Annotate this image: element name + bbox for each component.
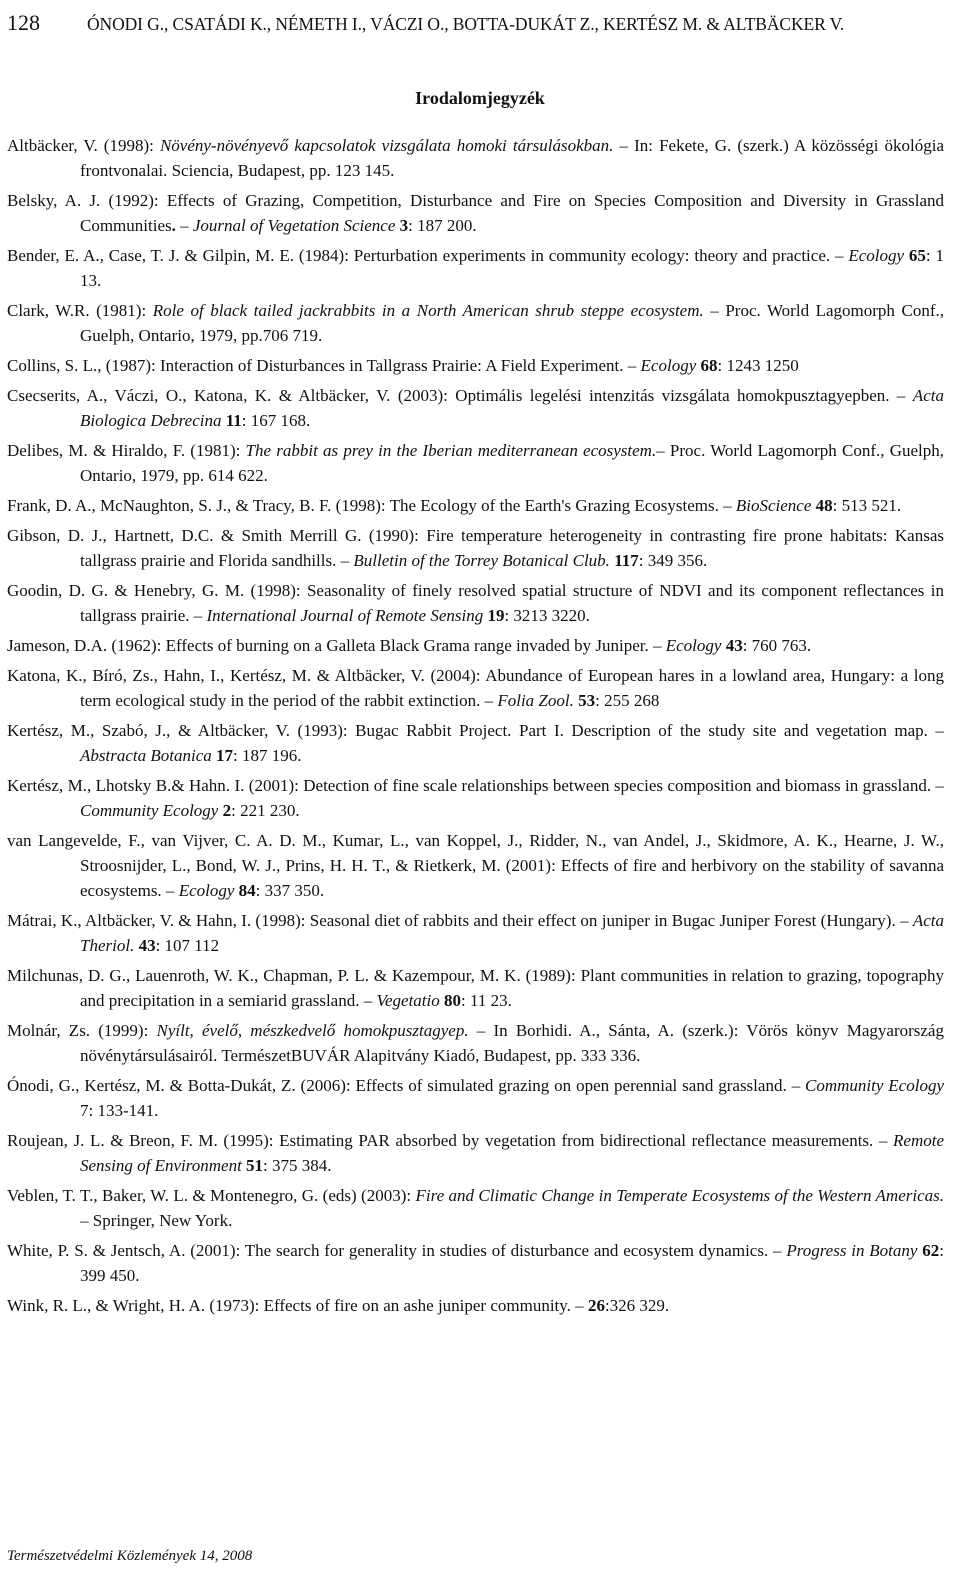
reference-italic-text: Bulletin of the Torrey Botanical Club.: [353, 551, 610, 570]
reference-volume: 43: [725, 636, 743, 655]
reference-text: – Springer, New York.: [80, 1211, 233, 1230]
reference-volume: 65: [908, 246, 926, 265]
reference-volume: 11: [225, 411, 242, 430]
reference-text: : 399 450.: [80, 1241, 944, 1285]
reference-volume: 26: [587, 1296, 605, 1315]
reference-text: : 3213 3220.: [504, 606, 590, 625]
reference-italic-text: Remote Sensing of Environment: [80, 1131, 944, 1175]
reference-italic-text: BioScience: [735, 496, 812, 515]
reference-volume: 43: [138, 936, 156, 955]
reference-volume: 2: [222, 801, 232, 820]
reference-entry: [7, 493, 944, 518]
reference-italic-text: Community Ecology: [805, 1076, 944, 1095]
reference-text: : 187 196.: [232, 746, 302, 765]
reference-text: Molnár, Zs. (1999):: [7, 1021, 157, 1040]
reference-entry: [7, 438, 944, 488]
footer-journal: Természetvédelmi Közlemények 14, 2008: [7, 1548, 253, 1564]
reference-entry: [7, 353, 944, 378]
reference-text: : 187 200.: [408, 216, 477, 235]
reference-text: Veblen, T. T., Baker, W. L. & Montenegro, G. (eds) (2003):: [7, 1186, 416, 1205]
reference-entry: [7, 523, 944, 573]
reference-text: Goodin, D. G. & Henebry, G. M. (1998): Seasonality of finely resolved spatial structure of NDVI and its component reflectances in tallgrass prairie. –: [7, 581, 944, 625]
reference-entry: [7, 383, 944, 433]
reference-italic-text: Journal of Vegetation Science: [192, 216, 396, 235]
reference-text: : 221 230.: [231, 801, 300, 820]
reference-entry: [7, 578, 944, 628]
reference-text: White, P. S. & Jentsch, A. (2001): The search for generality in studies of disturbance and ecosystem dynamics. –: [7, 1241, 787, 1260]
reference-entry: [7, 908, 944, 958]
reference-text: Csecserits, A., Váczi, O., Katona, K. & Altbäcker, V. (2003): Optimális legelési intenzitás vizsgálata homokpusztagyepben. –: [7, 386, 913, 405]
page-number: 128: [7, 10, 40, 35]
reference-italic-text: Progress in Botany: [786, 1241, 918, 1260]
reference-text: van Langevelde, F., van Vijver, C. A. D. M., Kumar, L., van Koppel, J., Ridder, N., van Andel, J., Skidmore, A. K., Hearne, J. W., Stroosnijder, L., Bond, W. J., Prins, H. H. T., & Rietkerk, M. (2001): Effects of fire and herbivory on the stability of savanna ecosystems. –: [7, 831, 944, 900]
reference-text: Collins, S. L., (1987): Interaction of Disturbances in Tallgrass Prairie: A Field Experiment. –: [7, 356, 641, 375]
reference-italic-text: Nyílt, évelő, mészkedvelő homokpusztagyep.: [156, 1021, 469, 1040]
reference-entry: [7, 243, 944, 293]
reference-volume: 80: [444, 991, 461, 1010]
reference-italic-text: Növény-növényevő kapcsolatok vizsgálata homoki társulásokban.: [159, 136, 614, 155]
section-title: Irodalomjegyzék: [415, 88, 545, 108]
reference-text: – Proc. World Lagomorph Conf., Guelph, Ontario, 1979, pp. 614 622.: [80, 441, 944, 485]
reference-text: : 349 356.: [638, 551, 708, 570]
reference-text: Katona, K., Bíró, Zs., Hahn, I., Kertész, M. & Altbäcker, V. (2004): Abundance of European hares in a lowland area, Hungary: a long term ecological study in the period of the rabbit extinction. –: [7, 666, 944, 710]
reference-text: Gibson, D. J., Hartnett, D.C. & Smith Merrill G. (1990): Fire temperature heterogeneity in contrasting fire prone habitats: Kansas tallgrass prairie and Florida sandhills. –: [7, 526, 944, 570]
reference-text: : 1243 1250: [717, 356, 799, 375]
reference-italic-text: Community Ecology: [80, 801, 219, 820]
reference-text: Ónodi, G., Kertész, M. & Botta-Dukát, Z. (2006): Effects of simulated grazing on open perennial sand grassland. –: [7, 1076, 805, 1095]
reference-text: : 337 350.: [255, 881, 325, 900]
running-head-authors: ÓNODI G., CSATÁDI K., NÉMETH I., VÁCZI O., BOTTA-DUKÁT Z., KERTÉSZ M. & ALTBÄCKER V.: [87, 14, 845, 34]
reference-text: Frank, D. A., McNaughton, S. J., & Tracy, B. F. (1998): The Ecology of the Earth's Grazing Ecosystems. –: [7, 496, 736, 515]
reference-text: : 167 168.: [241, 411, 311, 430]
reference-text: Belsky, A. J. (1992): Effects of Grazing, Competition, Disturbance and Fire on Species Composition and Diversity in Grassland Communities: [7, 191, 944, 235]
reference-entry: [7, 1183, 944, 1233]
reference-italic-text: Folia Zool.: [497, 691, 574, 710]
reference-text: Jameson, D.A. (1962): Effects of burning on a Galleta Black Grama range invaded by Juniper. –: [7, 636, 666, 655]
reference-entry: [7, 298, 944, 348]
reference-text: : 513 521.: [832, 496, 902, 515]
reference-italic-text: Ecology: [640, 356, 697, 375]
reference-entry: [7, 773, 944, 823]
reference-italic-text: Ecology: [848, 246, 905, 265]
reference-text: –: [175, 216, 193, 235]
reference-italic-text: The rabbit as prey in the Iberian mediterranean ecosystem.: [245, 441, 657, 460]
reference-entry: [7, 663, 944, 713]
reference-volume: 68: [700, 356, 718, 375]
reference-text: Roujean, J. L. & Breon, F. M. (1995): Estimating PAR absorbed by vegetation from bidirectional reflectance measurements. –: [7, 1131, 894, 1150]
reference-volume: 84: [238, 881, 256, 900]
reference-text: Kertész, M., Lhotsky B.& Hahn. I. (2001): Detection of fine scale relationships between species composition and biomass in grassland. –: [7, 776, 944, 795]
reference-volume: 48: [815, 496, 833, 515]
reference-text: – In Borhidi. A., Sánta, A. (szerk.): Vörös könyv Magyarország növénytársulásairól. TermészetBUVÁR Alapitvány Kiadó, Budapest, pp. 333 336.: [80, 1021, 944, 1065]
reference-text: Wink, R. L., & Wright, H. A. (1973): Effects of fire on an ashe juniper community. –: [7, 1296, 588, 1315]
reference-entry: [7, 963, 944, 1013]
reference-entry: [7, 1018, 944, 1068]
reference-text: : 11 23.: [461, 991, 512, 1010]
reference-text: : 255 268: [595, 691, 660, 710]
reference-text: : 107 112: [155, 936, 220, 955]
reference-text: : 760 763.: [742, 636, 812, 655]
reference-italic-text: International Journal of Remote Sensing: [206, 606, 484, 625]
reference-entry: [7, 718, 944, 768]
reference-italic-text: Role of black tailed jackrabbits in a North American shrub steppe ecosystem.: [152, 301, 704, 320]
reference-volume: 17: [215, 746, 233, 765]
reference-italic-text: Ecology: [665, 636, 722, 655]
reference-text: : 375 384.: [263, 1156, 332, 1175]
reference-volume: .: [171, 216, 176, 235]
reference-text: – Proc. World Lagomorph Conf., Guelph, Ontario, 1979, pp.706 719.: [80, 301, 944, 345]
reference-volume: 51: [246, 1156, 264, 1175]
reference-italic-text: Acta Biologica Debrecina: [80, 386, 944, 430]
reference-volume: 53: [578, 691, 596, 710]
reference-entry: [7, 828, 944, 903]
reference-volume: 117: [614, 551, 639, 570]
running-header: [7, 6, 952, 40]
reference-entry: [7, 1128, 944, 1178]
reference-italic-text: Vegetatio: [376, 991, 440, 1010]
reference-italic-text: Acta Theriol.: [80, 911, 944, 955]
reference-italic-text: Fire and Climatic Change in Temperate Ecosystems of the Western Americas.: [415, 1186, 944, 1205]
reference-text: Bender, E. A., Case, T. J. & Gilpin, M. E. (1984): Perturbation experiments in community ecology: theory and practice. –: [7, 246, 849, 265]
reference-volume: 62: [922, 1241, 940, 1260]
reference-text: Mátrai, K., Altbäcker, V. & Hahn, I. (1998): Seasonal diet of rabbits and their effect on juniper in Bugac Juniper Forest (Hungary). –: [7, 911, 913, 930]
reference-entry: [7, 188, 944, 238]
reference-text: 7: 133-141.: [80, 1101, 159, 1120]
reference-text: Milchunas, D. G., Lauenroth, W. K., Chapman, P. L. & Kazempour, M. K. (1989): Plant communities in relation to grazing, topography and precipitation in a semiarid grassland. –: [7, 966, 944, 1010]
reference-volume: 19: [487, 606, 505, 625]
reference-entry: [7, 133, 944, 183]
reference-entry: [7, 1293, 944, 1318]
reference-text: : 1 13.: [80, 246, 944, 290]
reference-italic-text: Ecology: [178, 881, 235, 900]
reference-text: :326 329.: [604, 1296, 670, 1315]
reference-list: [7, 133, 944, 1323]
reference-text: Altbäcker, V. (1998):: [7, 136, 160, 155]
reference-text: Delibes, M. & Hiraldo, F. (1981):: [7, 441, 246, 460]
reference-volume: 3: [399, 216, 409, 235]
reference-entry: [7, 1238, 944, 1288]
reference-entry: [7, 1073, 944, 1123]
reference-entry: [7, 633, 944, 658]
reference-italic-text: Abstracta Botanica: [80, 746, 212, 765]
reference-text: – In: Fekete, G. (szerk.) A közösségi ökológia frontvonalai. Sciencia, Budapest, pp. 123 145.: [80, 136, 944, 180]
reference-text: Clark, W.R. (1981):: [7, 301, 153, 320]
reference-text: Kertész, M., Szabó, J., & Altbäcker, V. (1993): Bugac Rabbit Project. Part I. Description of the study site and vegetation map. –: [7, 721, 944, 740]
